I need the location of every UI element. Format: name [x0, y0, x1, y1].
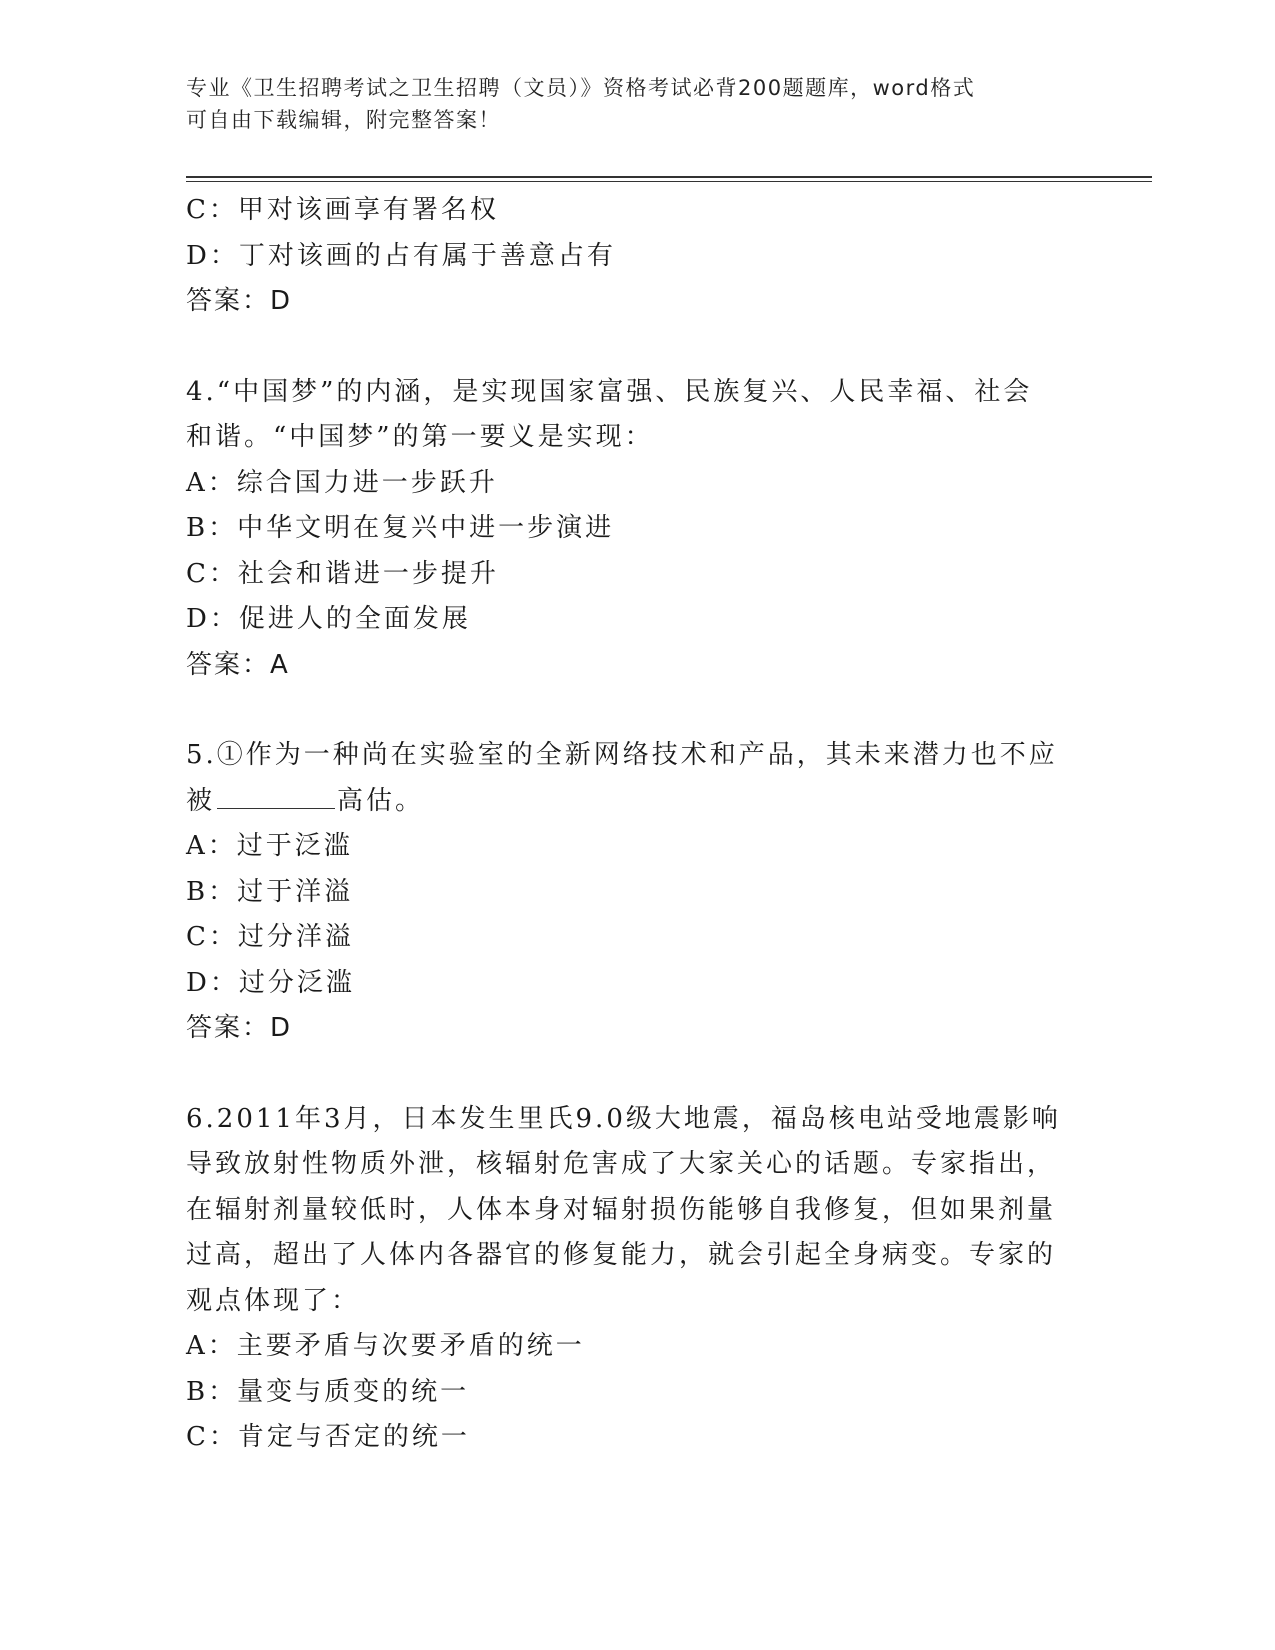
spacer: [186, 1052, 1066, 1097]
answer: 答案：D: [186, 286, 293, 316]
question-5: [186, 733, 1066, 1052]
spacer: [186, 688, 1066, 733]
option-b: B：量变与质变的统一: [186, 1376, 470, 1407]
option-d: D：丁对该画的占有属于善意占有: [186, 240, 616, 271]
question-text-line: 5.①作为一种尚在实验室的全新网络技术和产品，其未来潜力也不应: [186, 740, 1058, 770]
option-b: B：中华文明在复兴中进一步演进: [186, 513, 615, 543]
option-a: A：过于泛滥: [186, 831, 353, 861]
answer: 答案：D: [186, 1013, 293, 1043]
option-a: A：主要矛盾与次要矛盾的统一: [186, 1331, 585, 1361]
question-text-line: [186, 779, 1066, 825]
question-3-tail: [186, 188, 1066, 325]
option-c: C：社会和谐进一步提升: [186, 558, 499, 589]
option-c: C：甲对该画享有署名权: [186, 195, 499, 225]
option-d: D：促进人的全面发展: [186, 604, 471, 634]
question-text-line: 和谐。“中国梦”的第一要义是实现：: [186, 422, 654, 452]
question-4: [186, 370, 1066, 689]
option-a: A：综合国力进一步跃升: [186, 467, 498, 498]
answer: 答案：A: [186, 649, 290, 680]
question-text-after-blank: 高估。: [337, 785, 425, 816]
header-line-1: 专业《卫生招聘考试之卫生招聘（文员）》资格考试必背200题题库，word格式: [186, 76, 976, 100]
option-c: C：过分洋溢: [186, 922, 354, 952]
question-text-line: 观点体现了：: [186, 1285, 361, 1316]
option-b: B：过于洋溢: [186, 876, 354, 907]
header-rule-thin: [186, 181, 1152, 182]
document-body: [186, 188, 1066, 1461]
question-text-line: 导致放射性物质外泄，核辐射危害成了大家关心的话题。专家指出，: [186, 1149, 1057, 1179]
header-rule-thick: [186, 176, 1152, 178]
question-text-line: 过高，超出了人体内各器官的修复能力，就会引起全身病变。专家的: [186, 1240, 1057, 1270]
page-header: [186, 72, 1066, 136]
spacer: [186, 325, 1066, 370]
question-text-line: 在辐射剂量较低时，人体本身对辐射损伤能够自我修复，但如果剂量: [186, 1194, 1057, 1225]
header-line-2: 可自由下载编辑，附完整答案！: [186, 108, 501, 132]
question-text-line: 6.2011年3月，日本发生里氏9.0级大地震，福岛核电站受地震影响: [186, 1103, 1061, 1134]
question-text-before-blank: 被: [186, 785, 216, 816]
question-6: [186, 1097, 1066, 1461]
fill-in-blank: [217, 782, 335, 809]
option-d: D：过分泛滥: [186, 967, 355, 998]
question-text-line: 4.“中国梦”的内涵，是实现国家富强、民族复兴、人民幸福、社会: [186, 376, 1033, 407]
option-c: C：肯定与否定的统一: [186, 1422, 470, 1452]
